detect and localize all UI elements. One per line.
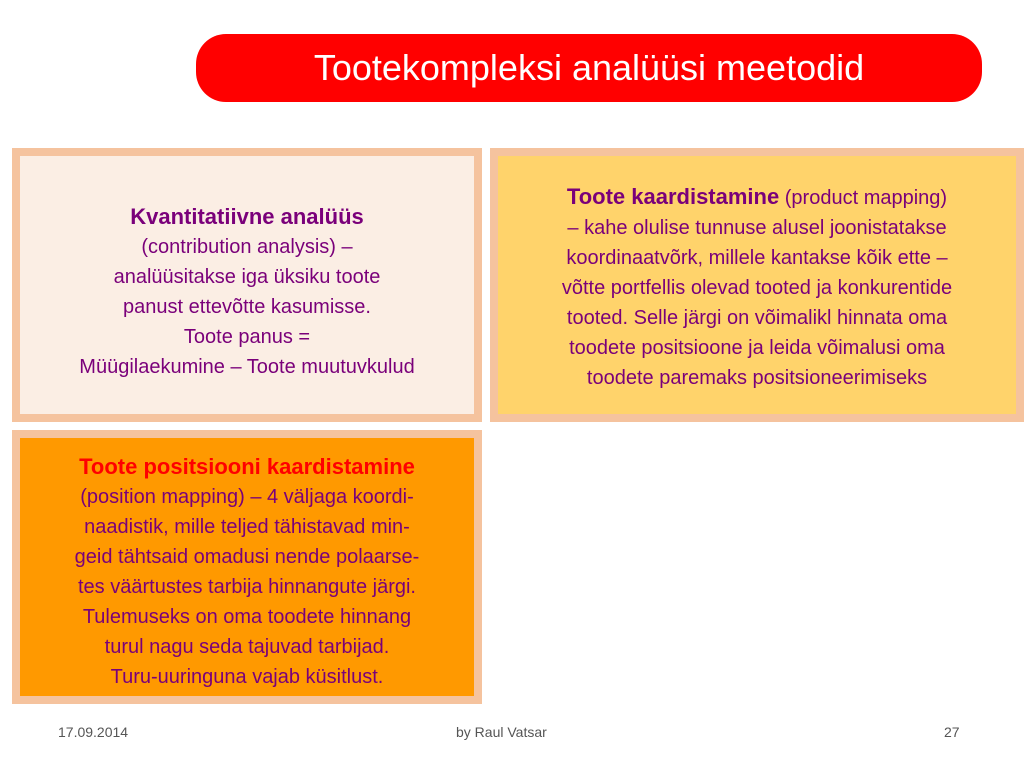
box-line: naadistik, mille teljed tähistavad min- (84, 516, 410, 538)
box-heading: Toote positsiooni kaardistamine (79, 454, 415, 479)
box-line: toodete paremaks positsioneerimiseks (586, 367, 928, 389)
box-line: (position mapping) – 4 väljaga koordi- (80, 486, 414, 508)
box-heading-line (567, 182, 947, 213)
box-line: Toote panus = (183, 326, 311, 348)
box-line: toodete positsioone ja leida võimalusi oma (569, 337, 945, 359)
box-line: tooted. Selle järgi on võimalikl hinnata oma (566, 307, 948, 329)
slide-title (196, 34, 982, 102)
box-line: panust ettevõtte kasumisse. (123, 296, 371, 318)
box-line: analüüsitakse iga üksiku toote (113, 266, 381, 288)
position-mapping-box (12, 430, 482, 704)
slide-title-text: Tootekompleksi analüüsi meetodid (313, 47, 865, 88)
box-line: Tulemuseks on oma toodete hinnang (82, 606, 412, 628)
box-line: turul nagu seda tajuvad tarbijad. (104, 636, 390, 658)
box-heading: Toote kaardistamine (566, 184, 780, 209)
box-line: võtte portfellis olevad tooted ja konkurentide (561, 277, 953, 299)
box-line: – kahe olulise tunnuse alusel joonistatakse (567, 217, 947, 239)
box-line: Turu-uuringuna vajab küsitlust. (110, 666, 384, 688)
footer-author: by Raul Vatsar (456, 724, 547, 740)
box-heading: Kvantitatiivne analüüs (130, 204, 364, 229)
box-line: koordinaatvõrk, millele kantakse kõik ette – (566, 247, 948, 269)
quantitative-analysis-box (12, 148, 482, 422)
footer-date: 17.09.2014 (58, 724, 129, 740)
box-line: tes väärtustes tarbija hinnangute järgi. (78, 576, 416, 598)
product-mapping-box (490, 148, 1024, 422)
box-heading-suffix: (product mapping) (779, 187, 948, 209)
box-line: (contribution analysis) – (141, 236, 353, 258)
box-line: Müügilaekumine – Toote muutuvkulud (79, 356, 415, 378)
box-line: geid tähtsaid omadusi nende polaarse- (74, 546, 420, 568)
footer-page-number: 27 (944, 724, 960, 740)
